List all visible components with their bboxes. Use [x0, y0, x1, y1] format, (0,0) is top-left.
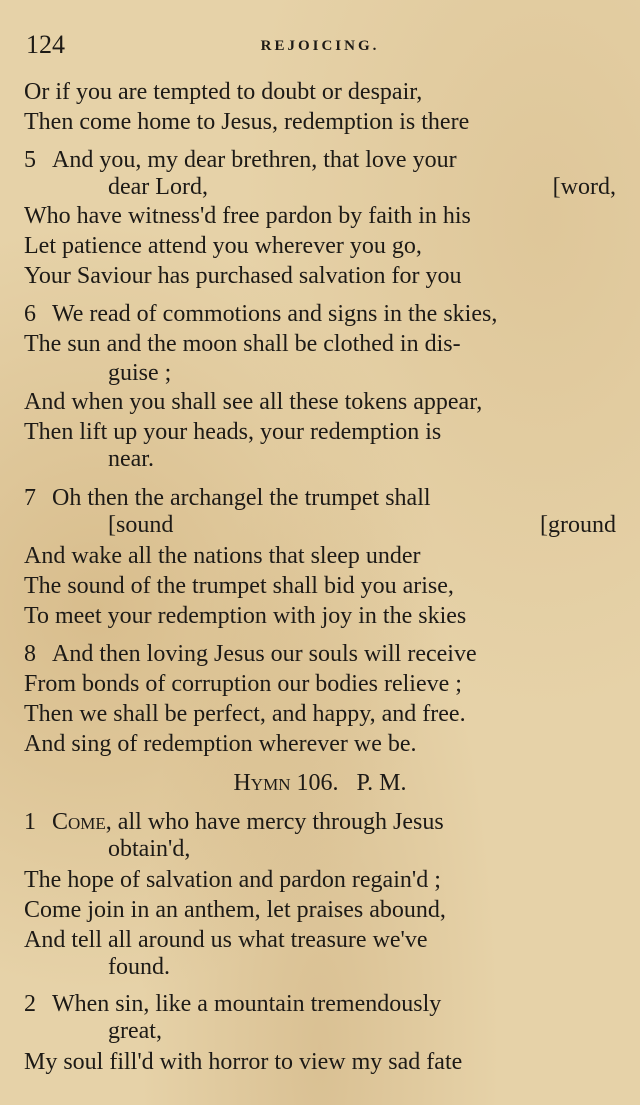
verse-line: Then come home to Jesus, redemption is there [24, 109, 470, 135]
verse-line: Then lift up your heads, your redemption is [24, 419, 442, 445]
verse-text: And you, my dear brethren, that love your [52, 147, 457, 173]
verse-line: To meet your redemption with joy in the skies [24, 603, 467, 629]
verse-line: Then we shall be perfect, and happy, and free. [24, 701, 466, 727]
verse-text: We read of commotions and signs in the skies, [52, 301, 498, 327]
verse-line: And sing of redemption wherever we be. [24, 731, 417, 757]
verse-line: From bonds of corruption our bodies relieve ; [24, 671, 462, 697]
verse-line: Your Saviour has purchased salvation for you [24, 263, 462, 289]
stanza-number: 7 [24, 485, 36, 511]
verse-continuation: obtain'd, [108, 836, 191, 862]
stanza-number: 2 [24, 991, 36, 1017]
hymn-label: Hymn [233, 770, 291, 796]
verse-line: And wake all the nations that sleep under [24, 543, 421, 569]
stanza-8-line-1 [24, 640, 477, 668]
first-word: Come, [52, 809, 112, 835]
verse-text: all who have mercy through Jesus [117, 809, 444, 835]
verse-turnover: [ground [540, 512, 616, 538]
stanza-number: 5 [24, 147, 36, 173]
hymn-meter: P. M. [356, 770, 407, 796]
verse-text: Oh then the archangel the trumpet shall [52, 485, 431, 511]
hymn-number: 106. [296, 770, 339, 796]
verse-continuation: near. [108, 446, 154, 472]
stanza-number: 6 [24, 301, 36, 327]
stanza-6-line-1 [24, 300, 497, 328]
verse-line: The sun and the moon shall be clothed in dis- [24, 331, 461, 357]
verse-continuation: found. [108, 954, 170, 980]
page-number: 124 [26, 30, 65, 59]
verse-line: Let patience attend you wherever you go, [24, 233, 422, 259]
verse-continuation: great, [108, 1018, 162, 1044]
hymn106-stanza-2-line-1 [24, 990, 441, 1018]
stanza-number: 1 [24, 809, 36, 835]
verse-line: Who have witness'd free pardon by faith in his [24, 203, 471, 229]
running-head: REJOICING. [260, 38, 380, 54]
verse-continuation: [sound [108, 512, 174, 538]
verse-line: Come join in an anthem, let praises abound, [24, 897, 446, 923]
stanza-5-line-1 [24, 146, 457, 174]
verse-continuation: guise ; [108, 360, 172, 386]
verse-turnover: [word, [552, 174, 616, 200]
stanza-number: 8 [24, 641, 36, 667]
verse-text: And then loving Jesus our souls will receive [52, 641, 477, 667]
verse-line: Or if you are tempted to doubt or despair, [24, 79, 423, 105]
verse-continuation: dear Lord, [108, 174, 208, 200]
verse-line: The sound of the trumpet shall bid you arise, [24, 573, 454, 599]
verse-line: And when you shall see all these tokens appear, [24, 389, 483, 415]
hymn-heading [0, 770, 640, 797]
verse-line: My soul fill'd with horror to view my sad fate [24, 1049, 463, 1075]
stanza-7-line-1 [24, 484, 431, 512]
verse-line: The hope of salvation and pardon regain'd ; [24, 867, 441, 893]
page-header [26, 30, 614, 64]
hymn106-stanza-1-line-1 [24, 808, 444, 836]
verse-line: And tell all around us what treasure we've [24, 927, 428, 953]
verse-text: When sin, like a mountain tremendously [52, 991, 442, 1017]
